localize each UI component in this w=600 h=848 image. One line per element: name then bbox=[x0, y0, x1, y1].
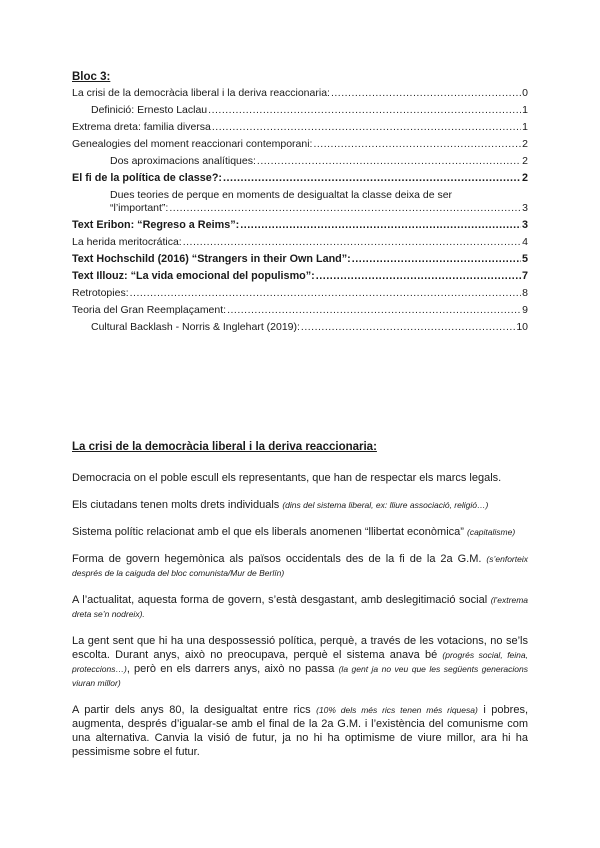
toc-heading: Bloc 3: bbox=[72, 71, 111, 83]
section-body bbox=[72, 440, 528, 772]
toc-entry[interactable]: Teoria del Gran Reemplaçament: ..... 9 bbox=[72, 304, 528, 317]
toc-entry[interactable]: Retrotopies: ..... 8 bbox=[72, 287, 528, 300]
toc-entry[interactable]: Dos aproximacions analítiques: ..... 2 bbox=[72, 155, 528, 168]
section-title: La crisi de la democràcia liberal i la deriva reaccionaria: bbox=[72, 441, 377, 453]
toc-entry[interactable]: Text Illouz: “La vida emocional del populismo”: ..... 7 bbox=[72, 270, 528, 283]
paragraph: Forma de govern hegemònica als països occidentals des de la fi de la 2a G.M. (s’enforteix després de la caiguda del bloc comunista/Mur de Berlín) bbox=[72, 553, 528, 578]
paragraph-note: (capitalisme) bbox=[466, 527, 516, 537]
paragraph-note: (progrés social, feina, proteccions…) bbox=[72, 650, 528, 674]
toc-entry[interactable]: Text Eribon: “Regreso a Reims”: ..... 3 bbox=[72, 219, 528, 232]
paragraph: Democracia on el poble escull els representants, que han de respectar els marcs legals. bbox=[72, 472, 502, 484]
toc-entry[interactable]: El fi de la política de classe?: ..... 2 bbox=[72, 172, 528, 185]
toc-entry[interactable]: Genealogies del moment reaccionari contemporani: ..... 2 bbox=[72, 138, 528, 151]
paragraph: Sistema polític relacionat amb el que els liberals anomenen “llibertat econòmica” (capitalisme) bbox=[72, 526, 516, 538]
toc-entry[interactable]: Extrema dreta: familia diversa ..... 1 bbox=[72, 121, 528, 134]
paragraph-note: (l’extrema dreta se’n nodreix). bbox=[72, 595, 528, 619]
table-of-contents bbox=[72, 70, 528, 338]
toc-entry[interactable]: Dues teories de perque en moments de desigualtat la classe deixa de ser “l’important”: ..... 3 bbox=[72, 189, 528, 215]
paragraph: La gent sent que hi ha una despossessió política, perquè, a través de les votacions, no se’ls escolta. Durant anys, això no preocupava, perquè el sistema anava bé (progrés social, feina, proteccions…), però en els darrers anys, això no passa (la gent ja no veu que les següents generacions viuran millor) bbox=[72, 635, 528, 688]
toc-entry[interactable]: La crisi de la democràcia liberal i la deriva reaccionaria: ..... 0 bbox=[72, 87, 528, 100]
paragraph: A partir dels anys 80, la desigualtat entre rics (10% dels més rics tenen més riquesa) i pobres, augmenta, després d’igualar-se amb el final de la 2a G.M. i l’existència del comunisme com una alternativa. Canvia la visió de futur, ja no hi ha optimisme de viure millor, ara hi ha pessimisme sobre el futur. bbox=[72, 704, 529, 758]
paragraph: Els ciutadans tenen molts drets individuals (dins del sistema liberal, ex: lliure associació, religió…) bbox=[72, 499, 489, 511]
paragraph-note: (dins del sistema liberal, ex: lliure associació, religió…) bbox=[282, 500, 489, 510]
paragraph-note: (s’enforteix després de la caiguda del bloc comunista/Mur de Berlín) bbox=[72, 554, 528, 578]
paragraph-note: (10% dels més rics tenen més riquesa) bbox=[316, 705, 478, 715]
toc-entry[interactable]: Text Hochschild (2016) “Strangers in their Own Land”: ..... 5 bbox=[72, 253, 528, 266]
toc-entry[interactable]: Cultural Backlash - Norris & Inglehart (2019): ..... 10 bbox=[72, 321, 528, 334]
toc-entry[interactable]: La herida meritocrática: ..... 4 bbox=[72, 236, 528, 249]
paragraph-note: (la gent ja no veu que les següents generacions viuran millor) bbox=[72, 664, 528, 688]
paragraph: A l’actualitat, aquesta forma de govern, s’està desgastant, amb deslegitimació social (l’extrema dreta se’n nodreix). bbox=[72, 594, 528, 619]
toc-entry[interactable]: Definició: Ernesto Laclau ..... 1 bbox=[72, 104, 528, 117]
